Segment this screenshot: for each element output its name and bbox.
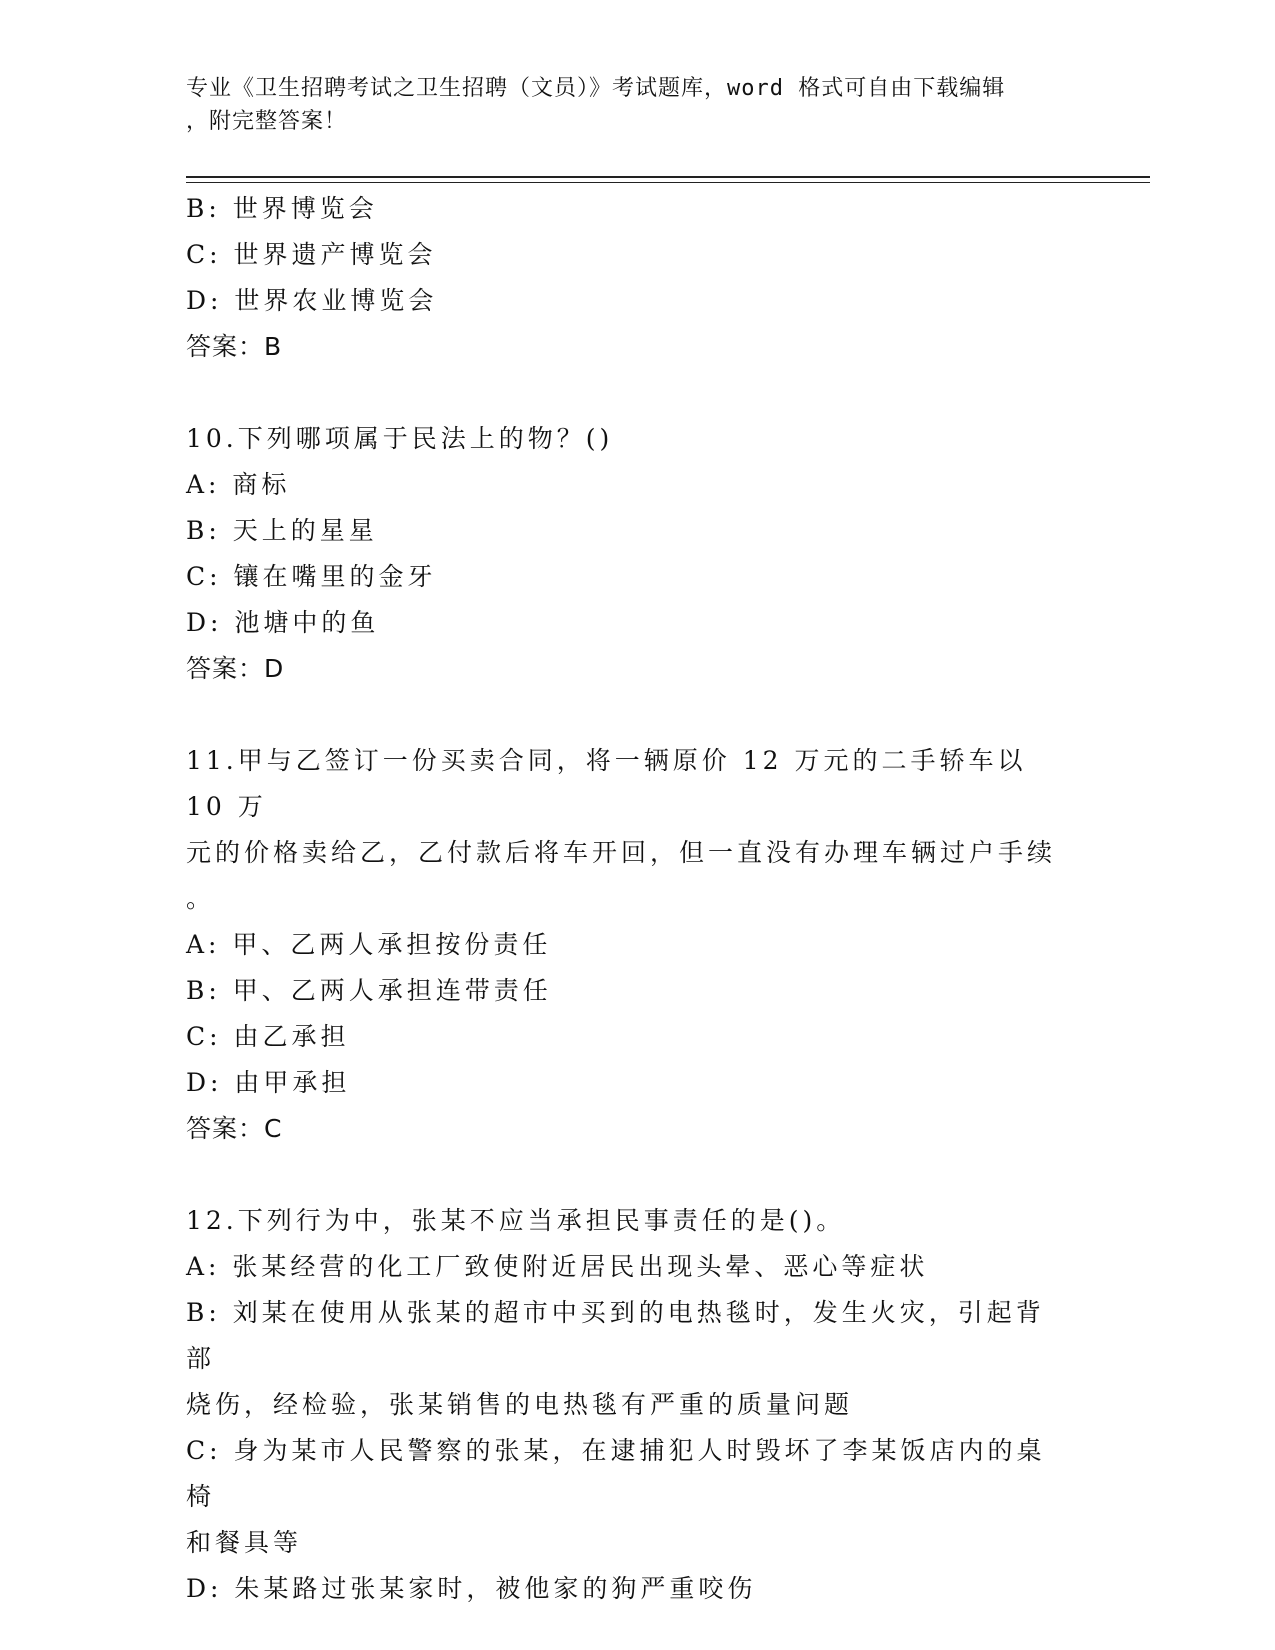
q10-option-b: B: 天上的星星 — [186, 516, 378, 545]
q12-option-c-line-2: 和餐具等 — [186, 1528, 303, 1557]
question-11-block — [186, 738, 1066, 1152]
q12-question: 12.下列行为中，张某不应当承担民事责任的是()。 — [186, 1206, 846, 1235]
header-rule-thick — [186, 176, 1150, 178]
q10-question: 10.下列哪项属于民法上的物？() — [186, 424, 614, 453]
spacer — [186, 370, 1066, 416]
question-10-block — [186, 416, 1066, 692]
question-12-block — [186, 1198, 1066, 1612]
spacer — [186, 692, 1066, 738]
q11-option-b: B: 甲、乙两人承担连带责任 — [186, 976, 552, 1005]
q11-option-d: D: 由甲承担 — [186, 1068, 351, 1097]
q10-option-c: C: 镶在嘴里的金牙 — [186, 562, 437, 591]
q10-option-d: D: 池塘中的鱼 — [186, 608, 380, 637]
q12-option-d: D: 朱某路过张某家时，被他家的狗严重咬伤 — [186, 1574, 757, 1603]
header-line-2: ，附完整答案！ — [186, 109, 348, 134]
q9-option-c: C: 世界遗产博览会 — [186, 240, 437, 269]
q11-option-a: A: 甲、乙两人承担按份责任 — [186, 930, 552, 959]
q12-option-b-line-1: B: 刘某在使用从张某的超市中买到的电热毯时，发生火灾，引起背部 — [186, 1298, 1045, 1373]
q9-option-b: B: 世界博览会 — [186, 194, 378, 223]
q11-question-line-1: 11.甲与乙签订一份买卖合同，将一辆原价 12 万元的二手轿车以 10 万 — [186, 746, 1027, 821]
spacer — [186, 1152, 1066, 1198]
q12-option-a: A: 张某经营的化工厂致使附近居民出现头晕、恶心等症状 — [186, 1252, 929, 1281]
q11-option-c: C: 由乙承担 — [186, 1022, 350, 1051]
q11-question-line-3: 。 — [186, 884, 216, 913]
page-header — [186, 72, 1066, 138]
q9-option-d: D: 世界农业博览会 — [186, 286, 438, 315]
q10-option-a: A: 商标 — [186, 470, 291, 499]
question-9-block — [186, 186, 1066, 370]
header-line-1: 专业《卫生招聘考试之卫生招聘（文员）》考试题库，word 格式可自由下载编辑 — [186, 76, 1006, 101]
q12-option-c-line-1: C: 身为某市人民警察的张某，在逮捕犯人时毁坏了李某饭店内的桌椅 — [186, 1436, 1046, 1511]
q10-answer: 答案：D — [186, 654, 285, 683]
q12-option-b-line-2: 烧伤，经检验，张某销售的电热毯有严重的质量问题 — [186, 1390, 854, 1419]
q9-answer: 答案：B — [186, 332, 283, 361]
header-rule-thin — [186, 182, 1150, 183]
question-list — [186, 186, 1066, 1612]
q11-question-line-2: 元的价格卖给乙，乙付款后将车开回，但一直没有办理车辆过户手续 — [186, 838, 1057, 867]
q11-answer: 答案：C — [186, 1114, 283, 1143]
